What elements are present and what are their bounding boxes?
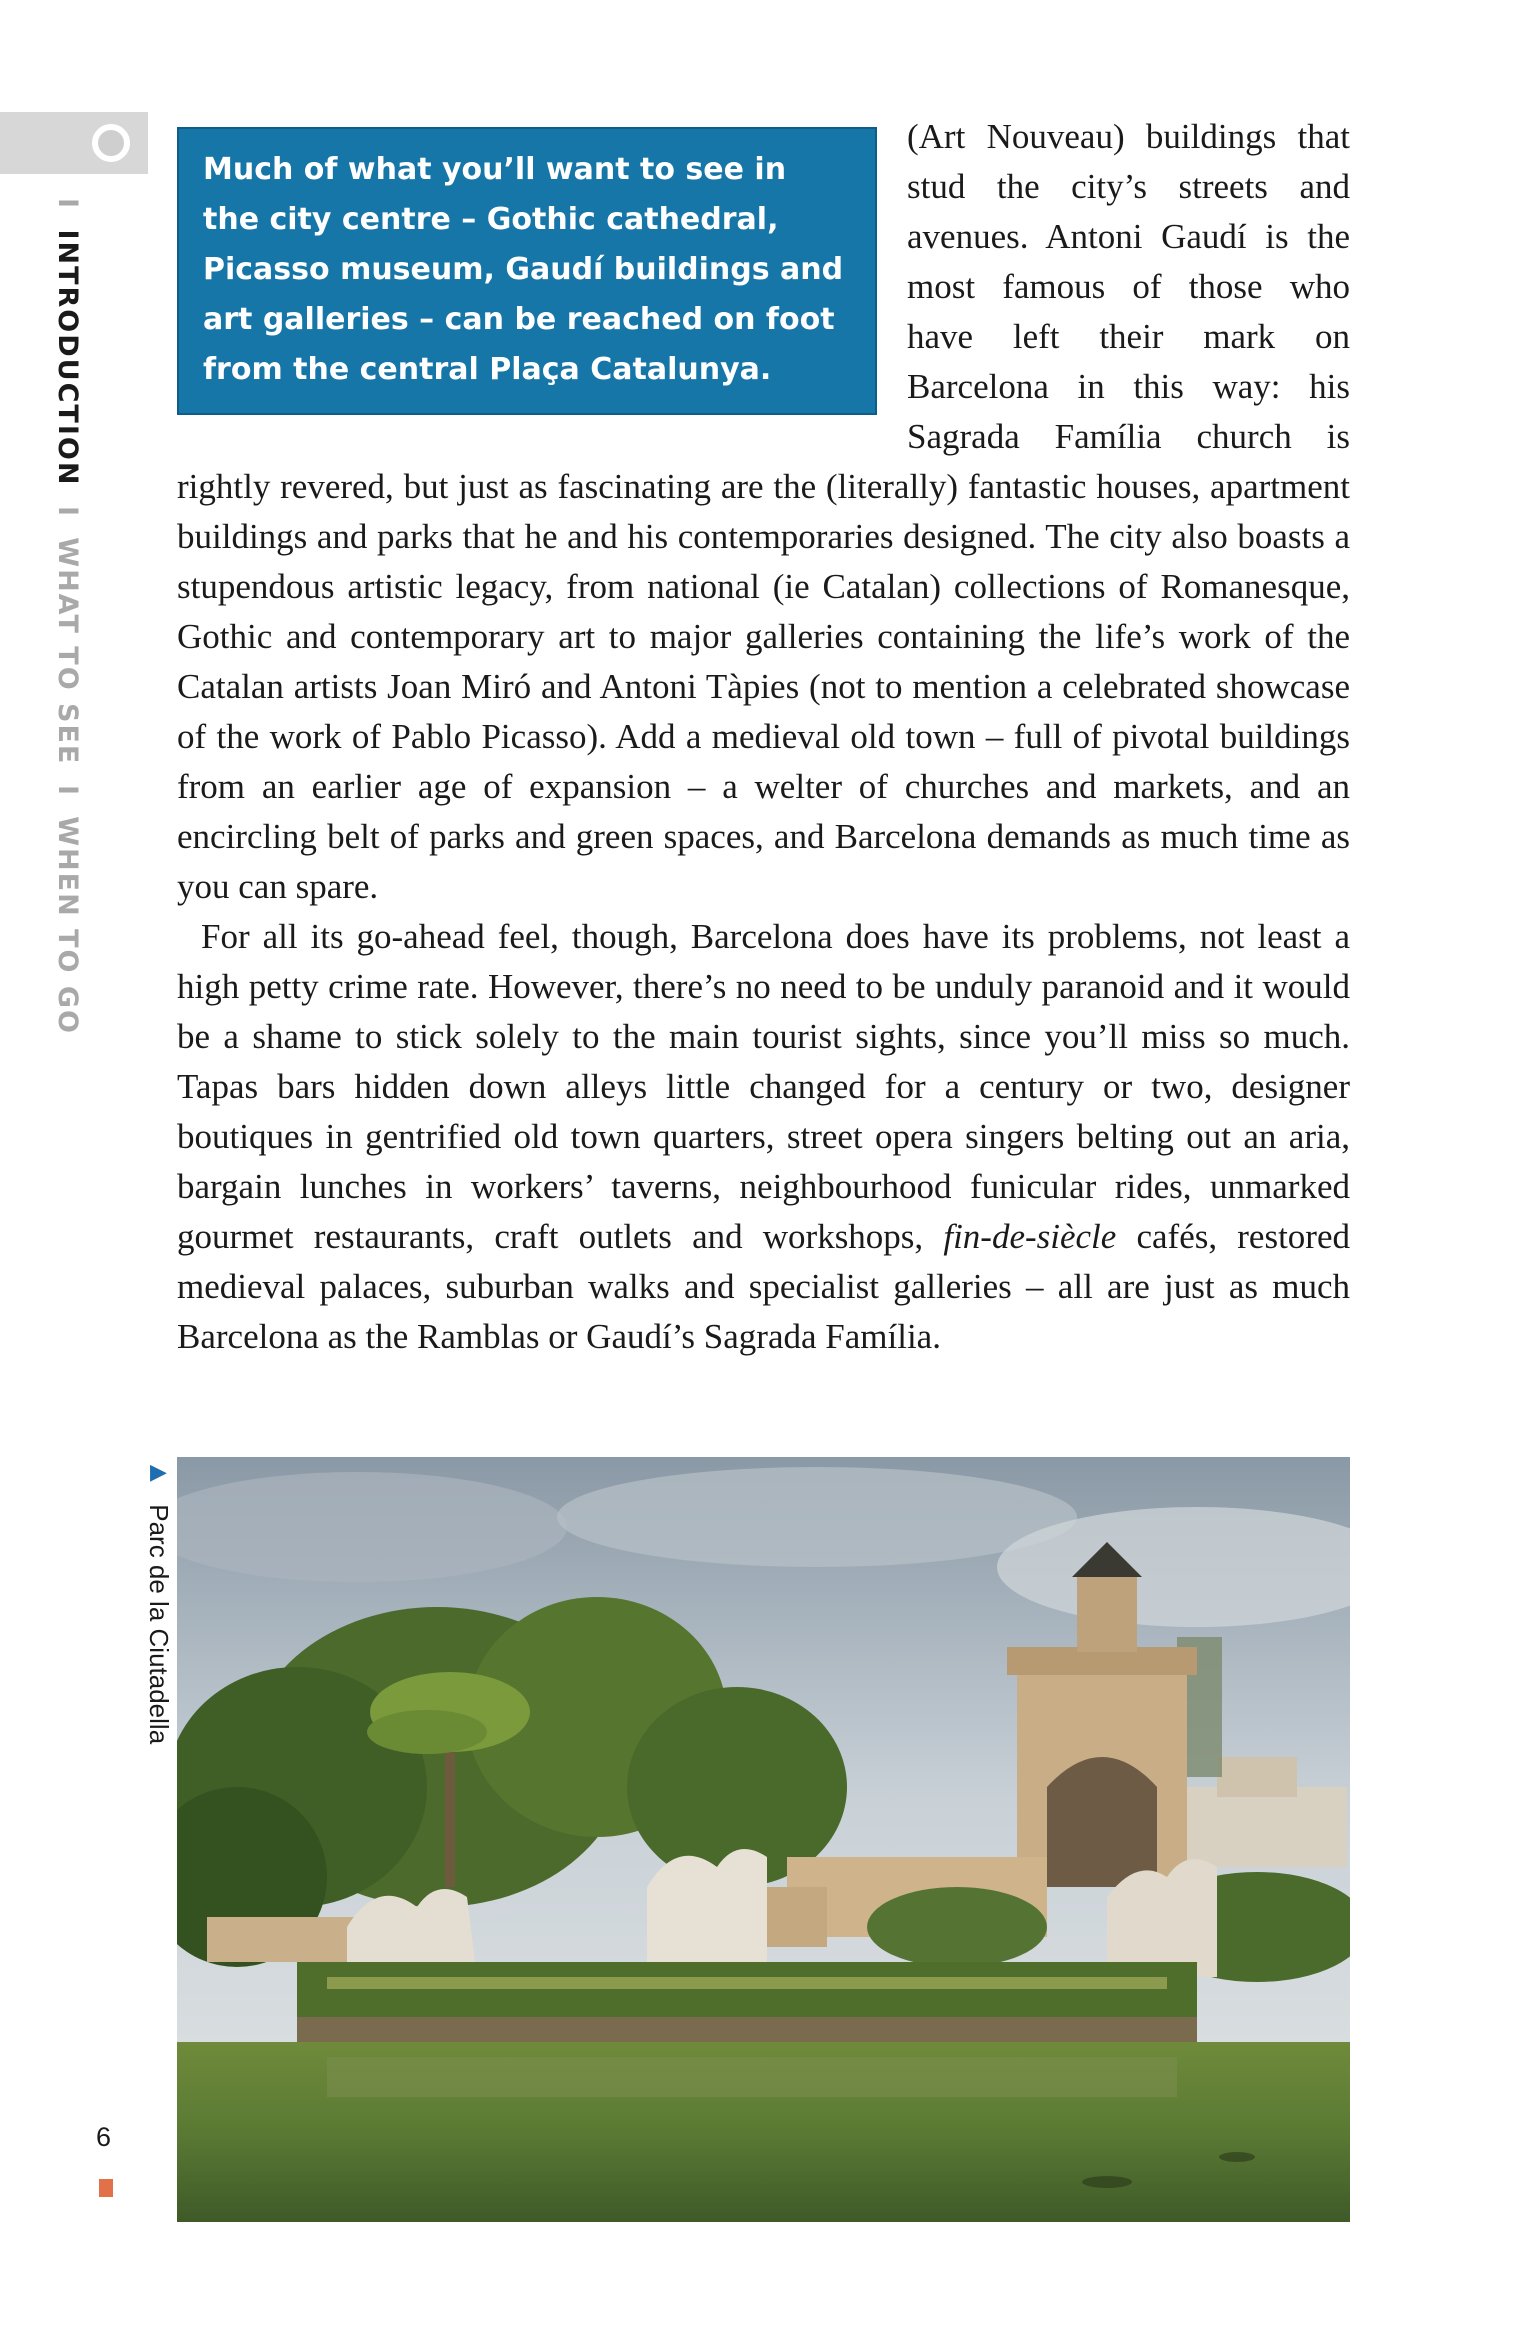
callout-box: Much of what you’ll want to see in the city centre – Gothic cathedral, Picasso museum, Gaudí buildings and art galleries – can be reached on foot from the central Plaça Catalunya. <box>177 127 877 415</box>
paragraph-2-text-a: For all its go-ahead feel, though, Barcelona does have its problems, not least a high petty crime rate. However, there’s no need to be unduly paranoid and it would be a shame to stick solely to the main tourist sights, since you’ll miss so much. Tapas bars hidden down alleys little changed for a century or two, designer boutiques in gentrified old town quarters, street opera singers belting out an aria, bargain lunches in workers’ taverns, neighbourhood funicular rides, unmarked gourmet restaurants, craft outlets and workshops, <box>177 917 1350 1256</box>
italic-term: fin-de-siècle <box>943 1217 1117 1256</box>
chapter-circle-icon <box>92 124 130 162</box>
fountain-photo <box>177 1457 1350 2222</box>
page-marker <box>99 2179 113 2197</box>
page-number: 6 <box>96 2122 112 2152</box>
caption-triangle-icon: ▶ <box>147 1460 172 1485</box>
nav-item-when-to-go[interactable]: WHEN TO GO <box>52 816 83 1035</box>
nav-separator: I <box>52 784 83 797</box>
body-text <box>177 112 1350 1362</box>
side-navigation <box>52 190 83 1035</box>
chapter-tab <box>0 112 148 174</box>
photo-caption <box>143 1460 174 1744</box>
caption-text: Parc de la Ciutadella <box>144 1504 174 1745</box>
nav-item-what-to-see[interactable]: WHAT TO SEE <box>52 537 83 766</box>
paragraph-2-text-b: cafés, restored medieval palaces, suburban walks and specialist galleries – all are just as much Barcelona as the Ramblas or Gaudí’s Sagrada Família. <box>177 1217 1350 1356</box>
photo-parc-ciutadella <box>177 1457 1350 2222</box>
paragraph-1 <box>177 112 1350 912</box>
nav-separator: I <box>52 198 83 211</box>
paragraph-1-text: (Art Nouveau) buildings that stud the city’s streets and avenues. Antoni Gaudí is the most famous of those who have left their mark on Barcelona in this way: his Sagrada Família church is rightly revered, but just as fascinating are the (literally) fantastic houses, apartment buildings and parks that he and his contemporaries designed. The city also boasts a stupendous artistic legacy, from national (ie Catalan) collections of Romanesque, Gothic and contemporary art to major galleries containing the life’s work of the Catalan artists Joan Miró and Antoni Tàpies (not to mention a celebrated showcase of the work of Pablo Picasso). Add a medieval old town – full of pivotal buildings from an earlier age of expansion – a welter of churches and markets, and an encircling belt of parks and green spaces, and Barcelona demands as much time as you can spare. <box>177 117 1350 906</box>
nav-item-introduction[interactable]: INTRODUCTION <box>52 229 83 487</box>
nav-separator: I <box>52 505 83 518</box>
paragraph-2 <box>177 912 1350 1362</box>
